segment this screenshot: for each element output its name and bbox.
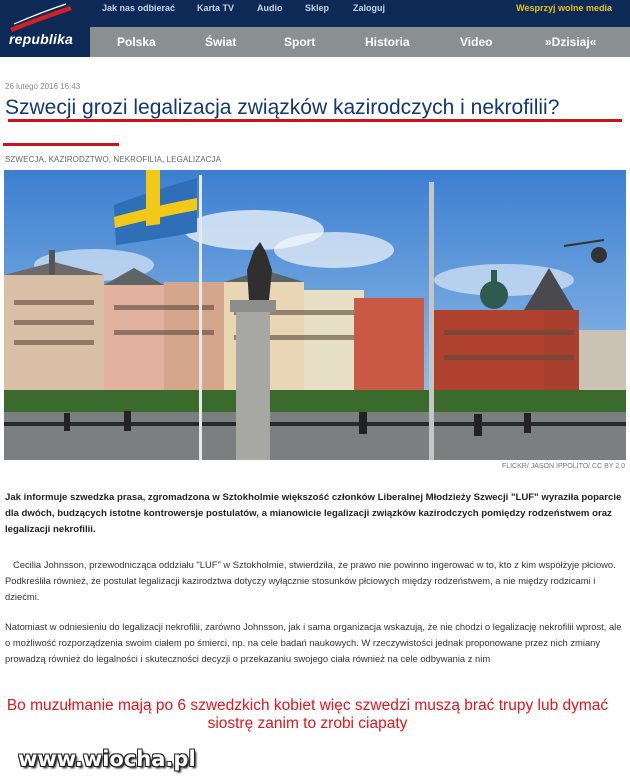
nav-video[interactable]: Video [460, 35, 493, 49]
logo-swoosh-icon [0, 0, 90, 57]
main-nav [90, 27, 630, 57]
top-link-shop[interactable]: Sklep [305, 3, 330, 13]
article-lead: Jak informuje szwedzka prasa, zgromadzona w Sztokholmie większość członków Liberalnej Młodzieży Szwecji "LUF" wyraziła poparcie dla dwóch, budzących istotne kontrowersje postulatów, a mianowicie legalizacji związków kazirodczych pomiędzy rodzeństwem oraz legalizacji nekrofilii. [5, 492, 622, 535]
article-photo [4, 170, 626, 460]
stockholm-photo-icon [4, 170, 626, 460]
title-underline [3, 143, 119, 146]
nav-polska[interactable]: Polska [117, 35, 156, 49]
article-tags[interactable]: SZWECJA, KAZIRODZTWO, NEKROFILIA, LEGALIZACJA [5, 155, 222, 164]
overlay-comment: Bo muzułmanie mają po 6 szwedzkich kobiet więc szwedzi muszą brać trupy lub dymać siostrę zanim to zrobi ciapaty [6, 697, 609, 732]
site-header [0, 0, 630, 57]
top-link-tv-card[interactable]: Karta TV [197, 3, 235, 13]
nav-swiat[interactable]: Świat [205, 35, 237, 49]
watermark: www.wiocha.pl [18, 747, 196, 771]
nav-dzisiaj[interactable]: »Dzisiaj« [545, 35, 597, 49]
site-logo[interactable] [0, 0, 90, 57]
article-paragraph: Cecilia Johnsson, przewodnicząca oddziału "LUF" w Sztokholmie, stwierdziła, że prawo nie powinno ingerować w to, kto z kim współżyje płciowo. Podkreśliła również, że postulat legalizacji kazirodztwa dotyczy wyłącznie stosunków płciowych między rodzeństwem, a nie między rodzicami i dziećmi. [5, 559, 616, 602]
support-link[interactable]: Wesprzyj wolne media [516, 3, 612, 13]
article-title: Szwecji grozi legalizacja związków kazirodczych i nekrofilii? [5, 96, 560, 119]
top-link-how-we-are-perceived[interactable]: Jak nas odbierać [102, 3, 176, 13]
top-link-audio[interactable]: Audio [257, 3, 283, 13]
logo-text: republika [9, 31, 74, 47]
photo-credit: FLICKR/ JASON IPPOLITO/ CC BY 2.0 [501, 463, 625, 470]
article-paragraph: Natomiast w odniesieniu do legalizacji nekrofilii, zarówno Johnsson, jak i sama organizacja wskazują, że nie chodzi o legalizację nekrofilii wprost, ale o możliwość rozporządzenia swoim ciałem po śmierci, np. na cele badań naukowych. W rzeczywistości jednak proponowane przez nich zmiany prowadzą również do legalności i skuteczności decyzji o przekazaniu swojego ciała również na cele odbywania z nim [5, 621, 622, 664]
top-link-login[interactable]: Zaloguj [353, 3, 385, 13]
nav-historia[interactable]: Historia [365, 35, 410, 49]
title-underline [8, 119, 622, 122]
article-date: 26 lutego 2016 16:43 [5, 82, 81, 91]
nav-sport[interactable]: Sport [284, 35, 316, 49]
